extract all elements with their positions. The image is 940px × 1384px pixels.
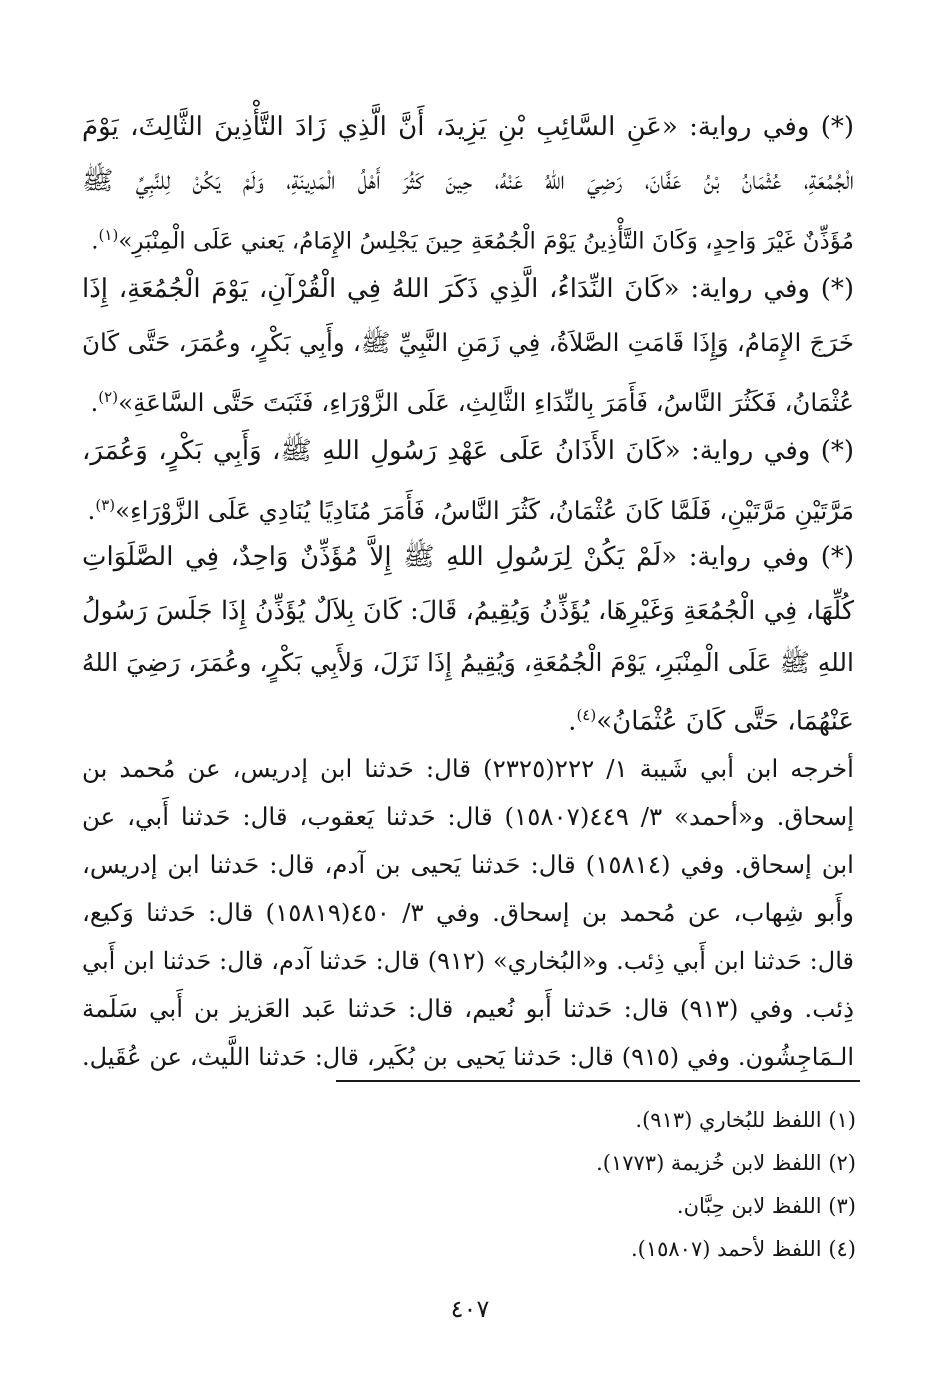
footnote-ref-3[interactable]: (٣) [95, 496, 116, 514]
hadith-1-line-2 [82, 156, 854, 206]
line-end: . [91, 228, 99, 255]
line-end: . [568, 706, 577, 737]
hadith-2-line-3 [82, 372, 854, 422]
line-text: كُلِّهَا، فِي الْجُمُعَةِ وَغَيْرِهَا، يُؤَذِّنُ وَيُقِيمُ، قَالَ: كَانَ بِلاَلٌ يُؤَذِّنُ إِذَا جَلَسَ رَسُولُ [82, 596, 854, 626]
takhrij-line-4: وأَبو شِهاب، عن مُحمد بن إسحاق. وفي ٣/ ٤٥٠(١٥٨١٩) قال: حَدثنا وَكيع، [82, 898, 855, 927]
footnote-separator [336, 1080, 860, 1082]
takhrij-line-5: قال: حَدثنا ابن أَبي ذِئب. و«البُخاري» (٩١٢) قال: حَدثنا آدم، قال: حَدثنا ابن أَبي [82, 947, 854, 975]
line-text: مَرَّتَيْنِ مَرَّتَيْنِ، فَلَمَّا كَانَ عُثْمَانُ، كَثُرَ النَّاسُ، فَأَمَرَ مُنَادِيًا يُنَادِي عَلَى الزَّوْرَاءِ» [115, 496, 854, 526]
footnote-2: (٢) اللفظ لابن خُزيمة (١٧٧٣). [596, 1151, 856, 1175]
takhrij-line-6: ذِئب. وفي (٩١٣) قال: حَدثنا أَبو نُعيم، قال: حَدثنا عَبد العَزيز بن أَبي سَلَمة [82, 994, 855, 1023]
takhrij-line-1: أخرجه ابن أبي شَيبة ١/ ٢٢٢(٢٣٢٥) قال: حَدثنا ابن إدريس، عن مُحمد بن [82, 754, 854, 783]
hadith-4-line-1 [82, 532, 854, 582]
page-number: ٤٠٧ [450, 1295, 490, 1323]
line-text: خَرَجَ الإِمَامُ، وَإِذَا قَامَتِ الصَّلاَةُ، فِي زَمَنِ النَّبِيِّ ﷺ، وأَبِي بَكْرٍ، وعُمَرَ، حَتَّى كَانَ [82, 328, 854, 357]
footnote-3: (٣) اللفظ لابن حِبَّان. [676, 1194, 856, 1218]
footnote-ref-1[interactable]: (١) [98, 226, 119, 244]
hadith-3-line-1 [82, 426, 854, 476]
hadith-4-line-4 [82, 690, 854, 740]
line-text: (*) وفي رواية: «لَمْ يَكُنْ لِرَسُولِ اللهِ ﷺ إِلاَّ مُؤَذِّنٌ وَاحِدٌ، فِي الصَّلَوَاتِ [82, 542, 854, 572]
line-text: مُؤَذِّنٌ غَيْرَ وَاحِدٍ، وَكَانَ التَّأْذِينُ يَوْمَ الْجُمُعَةِ حِينَ يَجْلِسُ الإِمَامُ، يَعني عَلَى الْمِنْبَرِ» [118, 228, 854, 255]
line-text: عُثْمَانُ، فَكَثُرَ النَّاسُ، فَأَمَرَ بِالنِّدَاءِ الثَّالِثِ، عَلَى الزَّوْرَاءِ، فَثَبَتَ حَتَّى السَّاعَةِ» [118, 388, 854, 418]
hadith-3-line-2 [82, 480, 854, 530]
line-end: . [90, 388, 99, 418]
footnote-ref-2[interactable]: (٢) [98, 388, 119, 406]
takhrij-line-2: إسحاق. و«أحمد» ٣/ ٤٤٩(١٥٨٠٧) قال: حَدثنا يَعقوب، قال: حَدثنا أَبي، عن [82, 802, 855, 831]
line-text: الْجُمُعَةِ، عُثْمَانُ بْنُ عَفَّانَ، رَضِيَ اللهُ عَنْهُ، حِينَ كَثُرَ أَهْلُ الْمَدِينَةِ، وَلَمْ يَكُنْ لِلنَّبِيِّ ﷺ [82, 166, 854, 196]
line-text: (*) وفي رواية: «كَانَ الأَذَانُ عَلَى عَهْدِ رَسُولِ اللهِ ﷺ، وَأَبِي بَكْرٍ، وَعُمَرَ، [82, 436, 854, 466]
footnote-1: (١) اللفظ للبُخاري (٩١٣). [635, 1108, 856, 1132]
hadith-4-line-2 [82, 586, 854, 636]
hadith-1-line-1 [82, 102, 854, 152]
footnote-4: (٤) اللفظ لأحمد (١٥٨٠٧). [630, 1237, 856, 1261]
hadith-4-line-3 [82, 638, 854, 688]
line-text: (*) وفي رواية: «كَانَ النِّدَاءُ، الَّذِي ذَكَرَ اللهُ فِي الْقُرْآنِ، يَوْمَ الْجُمُعَةِ، إِذَا [82, 274, 854, 304]
footnote-ref-4[interactable]: (٤) [576, 706, 597, 724]
hadith-2-line-2 [82, 318, 854, 368]
line-text: عَنْهُمَا، حَتَّى كَانَ عُثْمَانُ» [596, 706, 854, 737]
takhrij-line-3: ابن إسحاق. وفي (١٥٨١٤) قال: حَدثنا يَحيى بن آدم، قال: حَدثنا ابن إدريس، [82, 850, 854, 879]
takhrij-line-7: الـمَاجِشُون. وفي (٩١٥) قال: حَدثنا يَحيى بن بُكَير، قال: حَدثنا اللَّيث، عن عُقَيل. [82, 1043, 854, 1071]
hadith-2-line-1 [82, 264, 854, 314]
line-text: اللهِ ﷺ عَلَى الْمِنْبَرِ، يَوْمَ الْجُمُعَةِ، وَيُقِيمُ إِذَا نَزَلَ، وَلأَبِي بَكْرٍ، وعُمَرَ، رَضِيَ اللهُ [81, 648, 854, 677]
hadith-1-line-3 [82, 210, 854, 260]
line-end: . [87, 496, 96, 526]
line-text: (*) وفي رواية: «عَنِ السَّائِبِ بْنِ يَزِيدَ، أَنَّ الَّذِي زَادَ التَّأْذِينَ الثَّالِثَ، يَوْمَ [82, 112, 854, 142]
